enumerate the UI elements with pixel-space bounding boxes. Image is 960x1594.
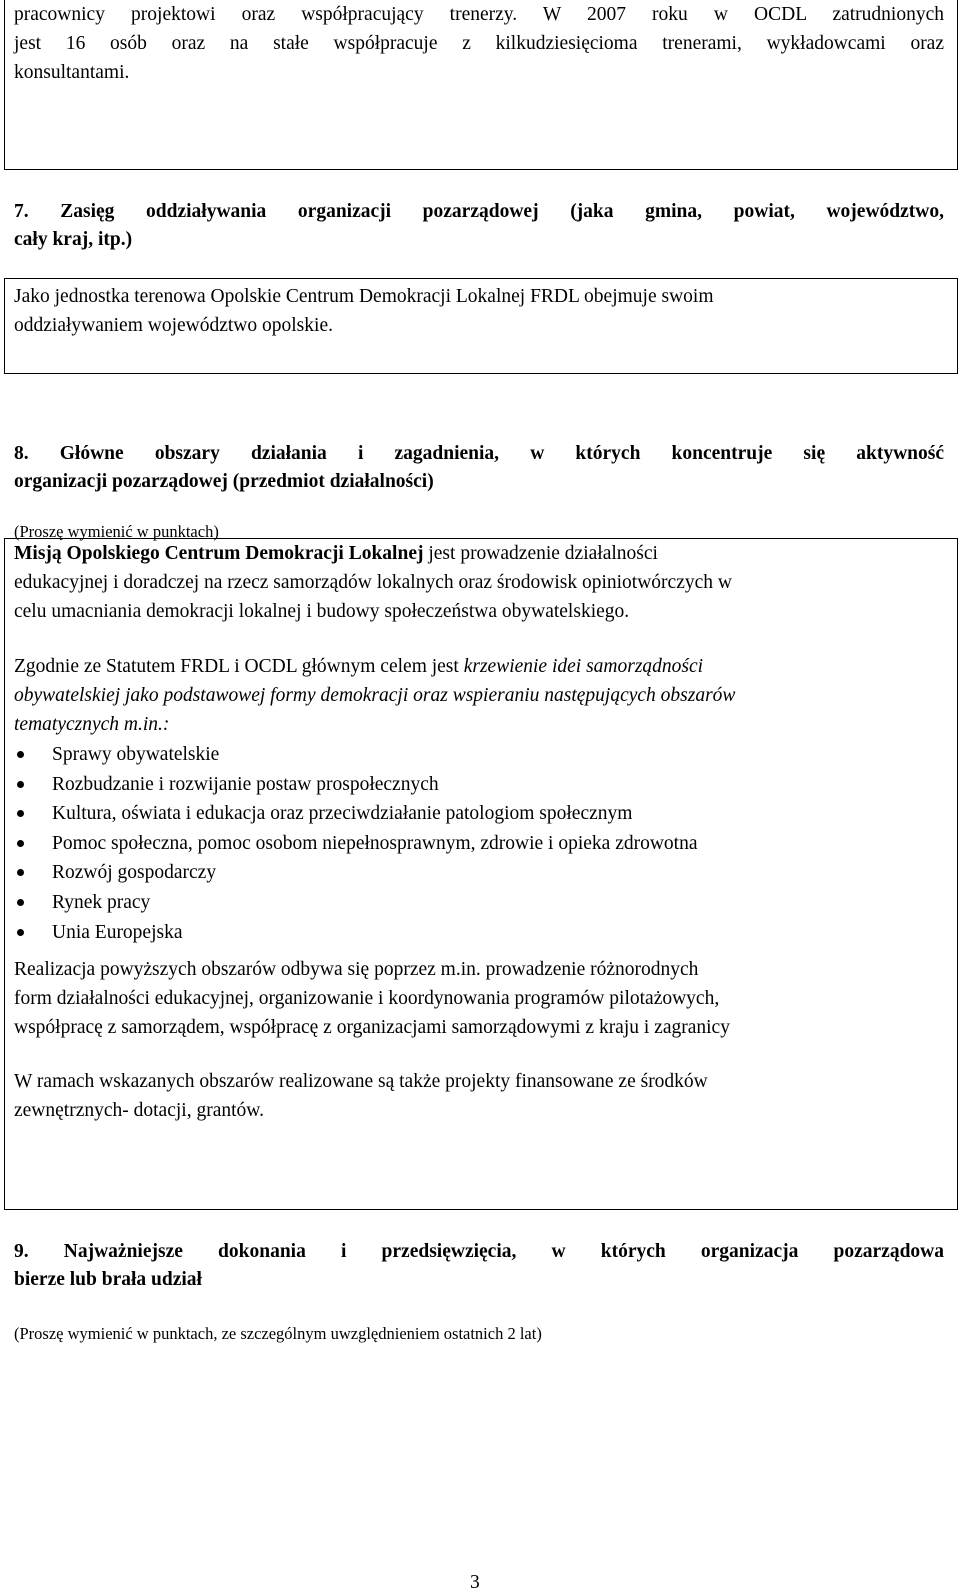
list-item-text: Pomoc społeczna, pomoc osobom niepełnosprawnym, zdrowie i opieka zdrowotna — [52, 832, 698, 854]
section-9-instruction: (Proszę wymienić w punktach, ze szczególnym uwzględnieniem ostatnich 2 lat) — [14, 1324, 542, 1343]
section-7-heading — [14, 198, 944, 254]
section-8-heading-line-1: 8. Główne obszary działania i zagadnienia, w których koncentruje się aktywność — [14, 443, 944, 464]
statute-start: Zgodnie ze Statutem FRDL i OCDL głównym celem jest — [14, 656, 464, 677]
mission-line-2: edukacyjnej i doradczej na rzecz samorządów lokalnych oraz środowisk opiniotwórczych w — [14, 572, 732, 593]
realization-line-3: współpracę z samorządem, współpracę z organizacjami samorządowymi z kraju i zagranicy — [14, 1017, 730, 1038]
bullet-icon — [17, 899, 24, 906]
page-number: 3 — [470, 1572, 480, 1593]
list-item — [14, 918, 698, 948]
list-item-text: Sprawy obywatelskie — [52, 744, 220, 765]
section-9-heading-line-2: bierze lub brała udział — [14, 1269, 202, 1290]
projects-line-2: zewnętrznych- dotacji, grantów. — [14, 1100, 264, 1121]
mission-bold: Misją Opolskiego Centrum Demokracji Lokalnej — [14, 543, 424, 564]
list-item-text: Rozwój gospodarczy — [52, 862, 217, 884]
list-item-text: Rozbudzanie i rozwijanie postaw prospołecznych — [52, 773, 439, 795]
projects-paragraph — [14, 1067, 944, 1125]
list-item-text: Unia Europejska — [52, 921, 183, 943]
list-item-text: Kultura, oświata i edukacja oraz przeciwdziałanie patologiom społecznym — [52, 803, 633, 825]
section-8-instruction: (Proszę wymienić w punktach) — [14, 522, 219, 541]
section-9-heading-line-1: 9. Najważniejsze dokonania i przedsięwzięcia, w których organizacja pozarządowa — [14, 1241, 944, 1262]
list-item — [14, 858, 698, 888]
section-7-answer-line-2: oddziaływaniem województwo opolskie. — [14, 315, 333, 336]
list-item — [14, 740, 698, 770]
mission-line-1 — [14, 539, 944, 568]
list-item — [14, 799, 698, 829]
realization-paragraph — [14, 955, 944, 1042]
realization-line-2: form działalności edukacyjnej, organizowanie i koordynowania programów pilotażowych, — [14, 988, 720, 1009]
list-item — [14, 829, 698, 859]
bullet-icon — [17, 810, 24, 817]
statute-line-1 — [14, 652, 944, 681]
bullet-icon — [17, 840, 24, 847]
bullet-icon — [17, 751, 24, 758]
realization-line-1: Realizacja powyższych obszarów odbywa się poprzez m.in. prowadzenie różnorodnych — [14, 959, 699, 980]
list-item — [14, 770, 698, 800]
mission-paragraph — [14, 539, 944, 626]
thematic-areas-list — [14, 740, 698, 947]
statute-italic-2: obywatelskiej jako podstawowej formy demokracji oraz wspieraniu następujących obszarów — [14, 685, 736, 706]
intro-text — [14, 0, 944, 87]
section-7-answer-line-1: Jako jednostka terenowa Opolskie Centrum Demokracji Lokalnej FRDL obejmuje swoim — [14, 286, 714, 307]
list-item — [14, 888, 698, 918]
mission-rest: jest prowadzenie działalności — [423, 543, 658, 564]
bullet-icon — [17, 869, 24, 876]
statute-italic-3: tematycznych m.in.: — [14, 714, 170, 735]
list-item-text: Rynek pracy — [52, 891, 151, 913]
section-7-heading-line-2: cały kraj, itp.) — [14, 229, 133, 250]
bullet-icon — [17, 781, 24, 788]
section-8-heading-line-2: organizacji pozarządowej (przedmiot działalności) — [14, 471, 434, 492]
intro-line-2: jest 16 osób oraz na stałe współpracuje z kilkudziesięcioma trenerami, wykładowcami oraz — [14, 33, 944, 54]
section-7-answer — [14, 282, 944, 340]
section-7-heading-line-1: 7. Zasięg oddziaływania organizacji pozarządowej (jaka gmina, powiat, województwo, — [14, 201, 944, 222]
mission-line-3: celu umacniania demokracji lokalnej i budowy społeczeństwa obywatelskiego. — [14, 601, 630, 622]
bullet-icon — [17, 929, 24, 936]
intro-line-3: konsultantami. — [14, 62, 130, 83]
projects-line-1: W ramach wskazanych obszarów realizowane są także projekty finansowane ze środków — [14, 1071, 708, 1092]
statute-paragraph — [14, 652, 944, 739]
statute-italic-1: krzewienie idei samorządności — [463, 656, 704, 677]
intro-line-1: pracownicy projektowi oraz współpracujący trenerzy. W 2007 roku w OCDL zatrudnionych — [14, 4, 944, 25]
section-9-heading — [14, 1238, 944, 1294]
section-8-heading — [14, 440, 944, 496]
